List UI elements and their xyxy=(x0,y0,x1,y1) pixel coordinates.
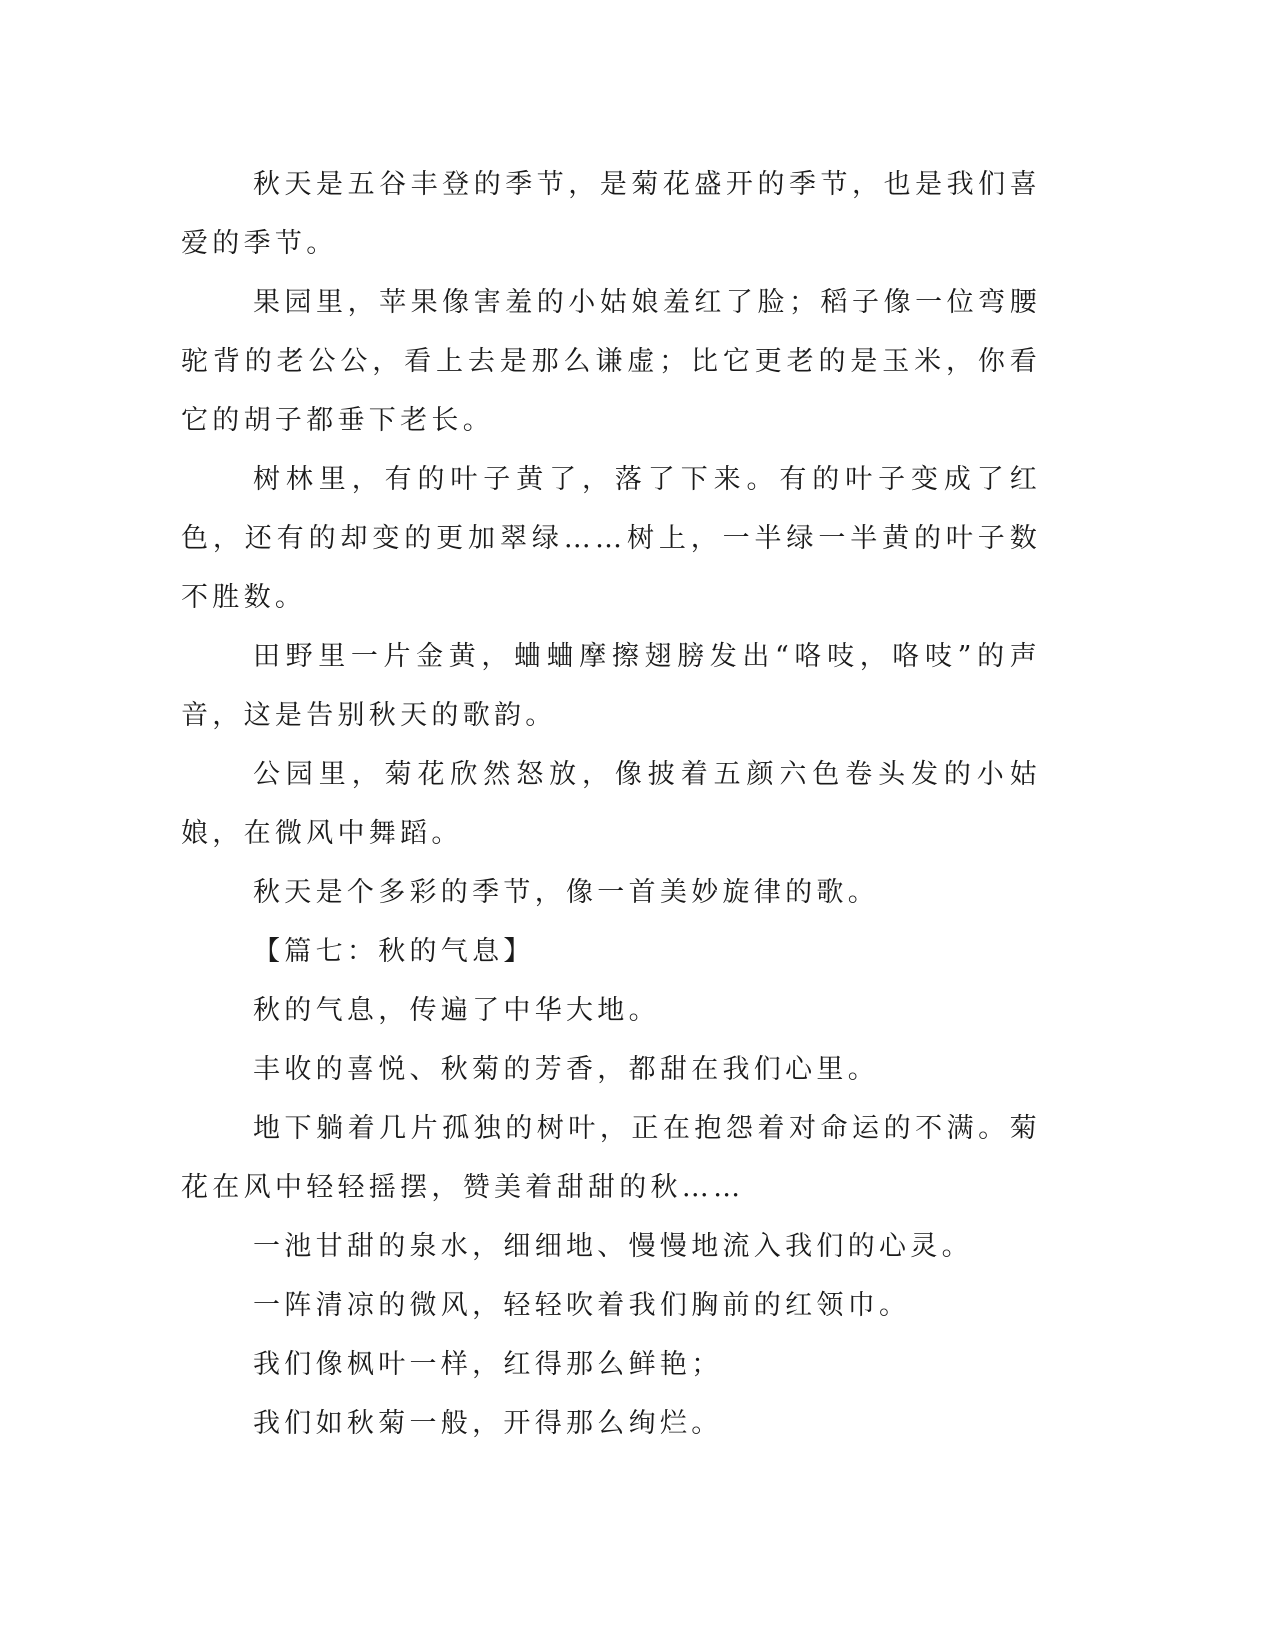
paragraph: 一阵清凉的微风，轻轻吹着我们胸前的红领巾。 xyxy=(253,1290,911,1321)
section-heading: 【篇七：秋的气息】 xyxy=(253,936,535,967)
paragraph: 果园里，苹果像害羞的小姑娘羞红了脸；稻子像一位弯腰驼背的老公公，看上去是那么谦虚；比它更老的是玉米，你看它的胡子都垂下老长。 xyxy=(181,287,1041,436)
paragraph: 秋的气息，传遍了中华大地。 xyxy=(253,995,660,1026)
paragraph: 我们如秋菊一般，开得那么绚烂。 xyxy=(253,1408,723,1439)
paragraph: 丰收的喜悦、秋菊的芳香，都甜在我们心里。 xyxy=(253,1054,879,1085)
paragraph: 公园里，菊花欣然怒放，像披着五颜六色卷头发的小姑娘，在微风中舞蹈。 xyxy=(181,759,1041,849)
paragraph: 我们像枫叶一样，红得那么鲜艳； xyxy=(253,1349,723,1380)
paragraph: 树林里，有的叶子黄了，落了下来。有的叶子变成了红色，还有的却变的更加翠绿……树上，一半绿一半黄的叶子数不胜数。 xyxy=(181,464,1041,613)
paragraph: 田野里一片金黄，蛐蛐摩擦翅膀发出“咯吱，咯吱”的声音，这是告别秋天的歌韵。 xyxy=(181,641,1041,731)
paragraph: 秋天是五谷丰登的季节，是菊花盛开的季节，也是我们喜爱的季节。 xyxy=(181,169,1041,259)
document-body xyxy=(181,155,1041,1453)
paragraph: 秋天是个多彩的季节，像一首美妙旋律的歌。 xyxy=(253,877,879,908)
paragraph: 一池甘甜的泉水，细细地、慢慢地流入我们的心灵。 xyxy=(253,1231,973,1262)
paragraph: 地下躺着几片孤独的树叶，正在抱怨着对命运的不满。菊花在风中轻轻摇摆，赞美着甜甜的秋…… xyxy=(181,1113,1041,1203)
